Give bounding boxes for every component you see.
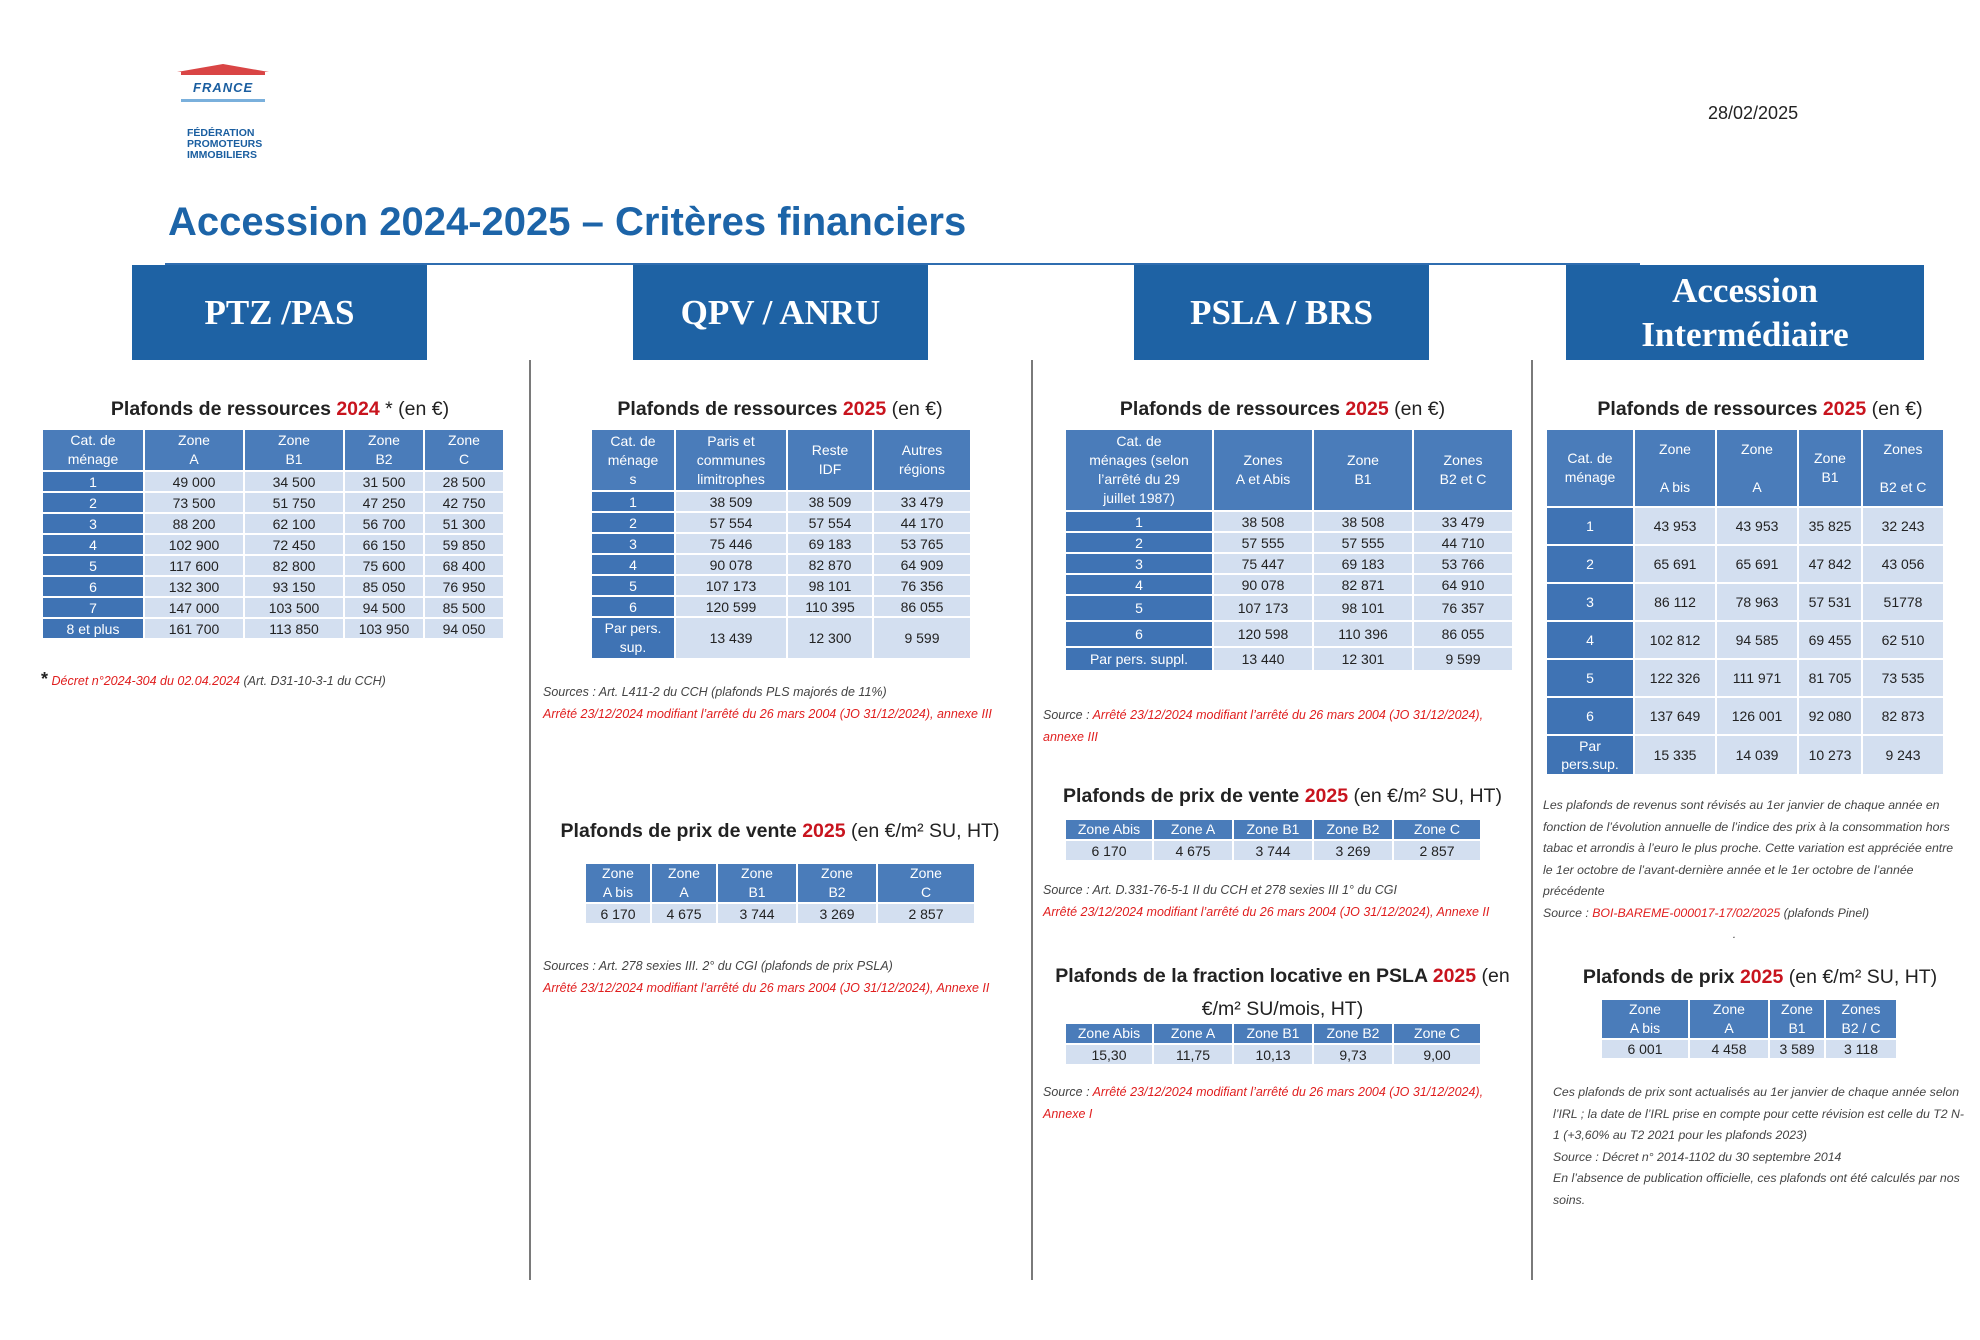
table-header: Cat. de ménages (selon l’arrêté du 29 juillet 1987)	[1066, 430, 1212, 510]
table-row: 4 90 078 82 870 64 909	[592, 555, 970, 574]
table-row: Par pers.sup. 15 335 14 039 10 273 9 243	[1547, 736, 1943, 774]
logo-roof-icon	[177, 64, 269, 72]
table-header: Zone B1	[1234, 820, 1312, 839]
table-row: 6 132 300 93 150 85 050 76 950	[43, 577, 503, 596]
table-row: 6 001 4 458 3 589 3 118	[1602, 1040, 1896, 1058]
table-header: Zone B1	[245, 430, 343, 470]
table-header: Zone C	[1394, 1024, 1480, 1043]
table-row: Par pers. sup. 13 439 12 300 9 599	[592, 618, 970, 658]
table-row: 4 102 812 94 585 69 455 62 510	[1547, 622, 1943, 658]
table-header: Zone A	[1690, 1000, 1768, 1038]
header-qpv: QPV / ANRU	[633, 265, 928, 360]
table-header: Reste IDF	[788, 430, 872, 490]
table-row: 3 75 447 69 183 53 766	[1066, 554, 1512, 573]
table-row: 8 et plus 161 700 113 850 103 950 94 050	[43, 619, 503, 638]
table-header: Zone A bis	[1635, 430, 1715, 506]
table-header: Zone B1	[1770, 1000, 1824, 1038]
table-header: Zone A	[1154, 820, 1232, 839]
table-header: Cat. de ménage s	[592, 430, 674, 490]
header-psla: PSLA / BRS	[1134, 265, 1429, 360]
table-row: 2 57 555 57 555 44 710	[1066, 533, 1512, 552]
table-row: 3 75 446 69 183 53 765	[592, 534, 970, 553]
table-row: 15,30 11,75 10,13 9,73 9,00	[1066, 1045, 1480, 1064]
table-row: 1 38 509 38 509 33 479	[592, 492, 970, 511]
column-divider	[529, 360, 531, 1280]
table-header: Zone C	[878, 864, 974, 902]
table-header: Zone B1	[1234, 1024, 1312, 1043]
qpv-price-table	[584, 862, 976, 925]
acc-price-title: Plafonds de prix 2025 (en €/m² SU, HT)	[1582, 966, 1938, 988]
table-header: Zone Abis	[1066, 820, 1152, 839]
table-header: Zone C	[1394, 820, 1480, 839]
psla-fraction-note: Source : Arrêté 23/12/2024 modifiant l’arrêté du 26 mars 2004 (JO 31/12/2024), Annexe I	[1043, 1085, 1484, 1121]
table-row: 2 57 554 57 554 44 170	[592, 513, 970, 532]
table-header: Zones A et Abis	[1214, 430, 1312, 510]
document-date: 28/02/2025	[1708, 103, 1799, 123]
table-header: Zones B2 et C	[1863, 430, 1943, 506]
header-ptz: PTZ /PAS	[132, 265, 427, 360]
table-row: 1 38 508 38 508 33 479	[1066, 512, 1512, 531]
table-header: Zone B1	[1314, 430, 1412, 510]
ptz-resources-table	[41, 428, 505, 640]
psla-price-title: Plafonds de prix de vente 2025 (en €/m² SU, HT)	[1063, 785, 1502, 807]
acc-resources-title: Plafonds de ressources 2025 (en €)	[1597, 398, 1923, 420]
fpi-logo	[175, 58, 285, 168]
table-row: 7 147 000 103 500 94 500 85 500	[43, 598, 503, 617]
table-row: 5 117 600 82 800 75 600 68 400	[43, 556, 503, 575]
table-row: 1 49 000 34 500 31 500 28 500	[43, 472, 503, 491]
table-row: 6 120 599 110 395 86 055	[592, 597, 970, 616]
table-row: 4 90 078 82 871 64 910	[1066, 575, 1512, 594]
table-row: Par pers. suppl. 13 440 12 301 9 599	[1066, 648, 1512, 670]
column-divider	[1031, 360, 1033, 1280]
table-header: Zone A bis	[586, 864, 650, 902]
table-header: Cat. de ménage	[1547, 430, 1633, 506]
table-row: 3 86 112 78 963 57 531 51778	[1547, 584, 1943, 620]
table-header: Zone A	[145, 430, 243, 470]
table-row: 6 137 649 126 001 92 080 82 873	[1547, 698, 1943, 734]
qpv-resources-note: Sources : Art. L411-2 du CCH (plafonds PLS majorés de 11%) Arrêté 23/12/2024 modifiant l’arrêté du 26 mars 2004 (JO 31/12/2024), annexe III	[543, 685, 992, 721]
table-row: 4 102 900 72 450 66 150 59 850	[43, 535, 503, 554]
table-header: Zone B2	[1314, 1024, 1392, 1043]
table-header: Paris et communes limitrophes	[676, 430, 786, 490]
psla-price-note: Source : Art. D.331-76-5-1 II du CCH et 278 sexies III 1° du CGI Arrêté 23/12/2024 modifiant l’arrêté du 26 mars 2004 (JO 31/12/2024), Annexe II	[1043, 883, 1490, 919]
logo-france: FRANCE	[193, 80, 254, 95]
table-row: 3 88 200 62 100 56 700 51 300	[43, 514, 503, 533]
table-header: Zone A	[1154, 1024, 1232, 1043]
acc-resources-paragraph: Les plafonds de revenus sont révisés au 1er janvier de chaque année en fonction de l’évolution annuelle de l’indice des prix à la consommation hors tabac et arrondis à l’euro le plus proche. Cette variation est appréciée entre le 1er octobre de l’avant-dernière année et le 1er octobre de l’année précédente Source : BOI-BAREME-000017-17/02/2025 (plafonds Pinel) .	[1543, 798, 1954, 941]
table-header: Autres régions	[874, 430, 970, 490]
table-row: 5 107 173 98 101 76 356	[592, 576, 970, 595]
column-divider	[1531, 360, 1533, 1280]
table-header: Zones B2 et C	[1414, 430, 1512, 510]
table-header: Zone C	[425, 430, 503, 470]
ptz-note: * Décret n°2024-304 du 02.04.2024 (Art. D31-10-3-1 du CCH)	[41, 669, 386, 689]
table-header: Zone B1	[718, 864, 796, 902]
page-title: Accession 2024-2025 – Critères financiers	[168, 200, 967, 244]
table-header: Zone B2	[1314, 820, 1392, 839]
table-row: 2 73 500 51 750 47 250 42 750	[43, 493, 503, 512]
psla-resources-table	[1064, 428, 1514, 672]
acc-price-paragraph: Ces plafonds de prix sont actualisés au 1er janvier de chaque année selon l’IRL ; la date de l’IRL prise en compte pour cette révision est celle du T2 N- 1 (+3,60% au T2 2021 pour les plafonds 2023) Source : Décret n° 2014-1102 du 30 septembre 2014 En l’absence de publication officielle, ces plafonds ont été calculés par nos soins.	[1553, 1085, 1965, 1207]
table-header: Zone B2	[345, 430, 423, 470]
table-row: 6 120 598 110 396 86 055	[1066, 622, 1512, 646]
table-header: Zone A bis	[1602, 1000, 1688, 1038]
ptz-resources-title: Plafonds de ressources 2024 * (en €)	[110, 398, 450, 420]
qpv-resources-table	[590, 428, 972, 660]
psla-fraction-table	[1064, 1022, 1482, 1066]
table-header: Zone Abis	[1066, 1024, 1152, 1043]
table-row: 6 170 4 675 3 744 3 269 2 857	[586, 904, 974, 923]
table-header: Zone A	[1717, 430, 1797, 506]
header-accession: Accession Intermédiaire	[1566, 265, 1924, 360]
psla-price-table	[1064, 818, 1482, 862]
table-header: Zones B2 / C	[1826, 1000, 1896, 1038]
table-row: 5 122 326 111 971 81 705 73 535	[1547, 660, 1943, 696]
table-header: Zone A	[652, 864, 716, 902]
acc-price-table	[1600, 998, 1898, 1060]
acc-resources-table	[1545, 428, 1945, 776]
qpv-resources-title: Plafonds de ressources 2025 (en €)	[617, 398, 943, 420]
table-header: Cat. de ménage	[43, 430, 143, 470]
table-row: 6 170 4 675 3 744 3 269 2 857	[1066, 841, 1480, 860]
qpv-price-note: Sources : Art. 278 sexies III. 2° du CGI (plafonds de prix PSLA) Arrêté 23/12/2024 modifiant l’arrêté du 26 mars 2004 (JO 31/12/2024), Annexe II	[543, 959, 990, 995]
psla-resources-title: Plafonds de ressources 2025 (en €)	[1119, 398, 1446, 420]
table-header: Zone B2	[798, 864, 876, 902]
psla-resources-note: Source : Arrêté 23/12/2024 modifiant l’arrêté du 26 mars 2004 (JO 31/12/2024), annexe III	[1043, 708, 1484, 744]
table-row: 1 43 953 43 953 35 825 32 243	[1547, 508, 1943, 544]
table-row: 5 107 173 98 101 76 357	[1066, 596, 1512, 620]
logo-text: FÉDÉRATION PROMOTEURS IMMOBILIERS	[187, 127, 263, 161]
table-row: 2 65 691 65 691 47 842 43 056	[1547, 546, 1943, 582]
table-header: Zone B1	[1799, 430, 1861, 506]
psla-fraction-title: Plafonds de la fraction locative en PSLA 2025 (en €/m² SU/mois, HT)	[1055, 965, 1510, 1020]
qpv-price-title: Plafonds de prix de vente 2025 (en €/m² SU, HT)	[560, 820, 1000, 842]
